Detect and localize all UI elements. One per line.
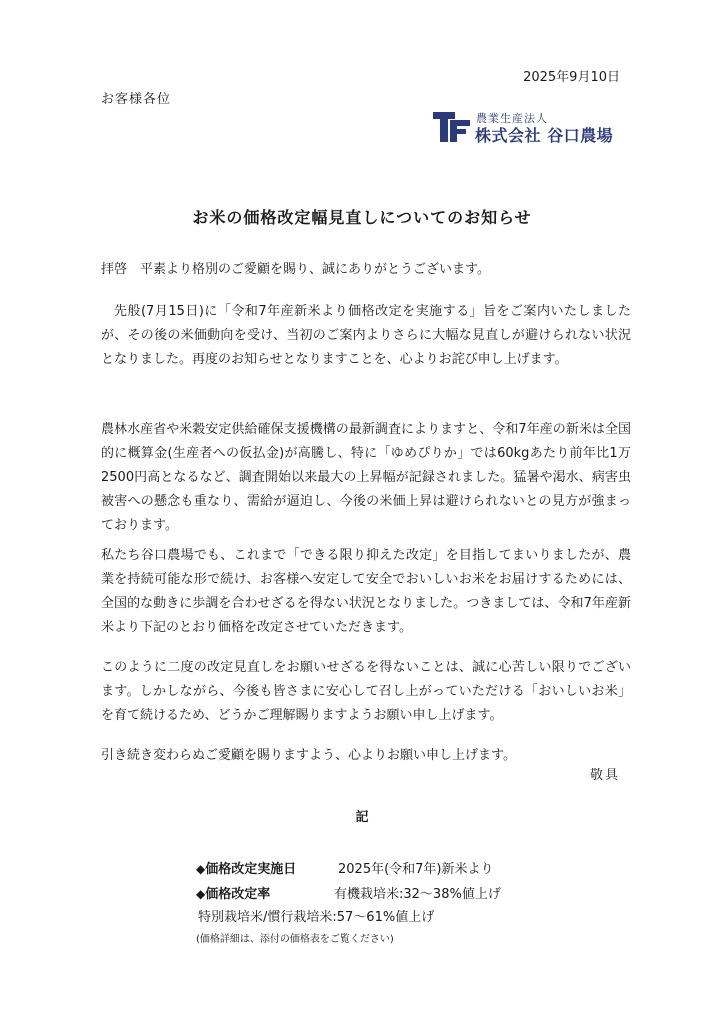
logo-company-name: 株式会社 谷口農場 (475, 126, 614, 145)
closing-keigu: 敬具 (589, 768, 620, 783)
detail-date-label: 価格改定実施日 (205, 862, 297, 877)
paragraph-5: 引き続き変わらぬご愛顧を賜りますよう、心よりお願い申し上げます。 (101, 748, 516, 763)
detail-date-value: 2025年(令和7年)新米より (338, 862, 494, 877)
detail-rate-value-2: 特別栽培米/慣行栽培米:57〜61%値上げ (198, 910, 435, 925)
details-heading: 記 (355, 810, 369, 825)
detail-rate-label: 価格改定率 (205, 887, 271, 902)
detail-date-row (196, 858, 296, 877)
logo-subtitle: 農業生産法人 (476, 112, 548, 125)
paragraph-4: このように二度の改定見直しをお願いせざるを得ないことは、誠に心苦しい限りでございます。しかしながら、今後も皆さまに安心して召し上がっていただける「おいしいお米」を育て続けるため、どうかご理解賜りますようお願い申し上げます。 (101, 660, 631, 723)
addressee: お客様各位 (101, 92, 172, 107)
detail-rate-row (196, 883, 270, 902)
company-logo-mark-icon (433, 110, 471, 144)
paragraph-1: 先般(7月15日)に「令和7年産新米より価格改定を実施する」旨をご案内いたしましたが、その後の米価動向を受け、当初のご案内よりさらに大幅な見直しが避けられない状況となりました。再度のお知らせとなりますことを、心よりお詫び申し上げます。 (101, 304, 631, 367)
diamond-bullet-icon: ◆ (196, 862, 206, 876)
company-logo (433, 110, 633, 144)
price-note: (価格詳細は、添付の価格表をご覧ください) (196, 934, 394, 945)
greeting: 拝啓 平素より格別のご愛顧を賜り、誠にありがとうございます。 (101, 262, 490, 277)
letter-date: 2025年9月10日 (523, 70, 620, 85)
paragraph-3: 私たち谷口農場でも、これまで「できる限り抑えた改定」を目指してまいりましたが、農業を持続可能な形で続け、お客様へ安定して安全でおいしいお米をお届けするためには、全国的な動きに歩調を合わせざるを得ない状況となりました。つきましては、令和7年産新米より下記のとおり価格を改定させていただきます。 (101, 548, 631, 635)
detail-rate-value-1: 有機栽培米:32〜38%値上げ (334, 887, 501, 902)
paragraph-2: 農林水産省や米穀安定供給確保支援機構の最新調査によりますと、令和7年産の新米は全国的に概算金(生産者への仮払金)が高騰し、特に「ゆめぴりか」では60kgあたり前年比1万2500円高となるなど、調査開始以来最大の上昇幅が記録されました。猛暑や渇水、病害虫被害への懸念も重なり、需給が逼迫し、今後の米価上昇は避けられないとの見方が強まっております。 (101, 422, 631, 533)
diamond-bullet-icon: ◆ (196, 887, 206, 901)
page-title: お米の価格改定幅見直しについてのお知らせ (192, 208, 532, 227)
